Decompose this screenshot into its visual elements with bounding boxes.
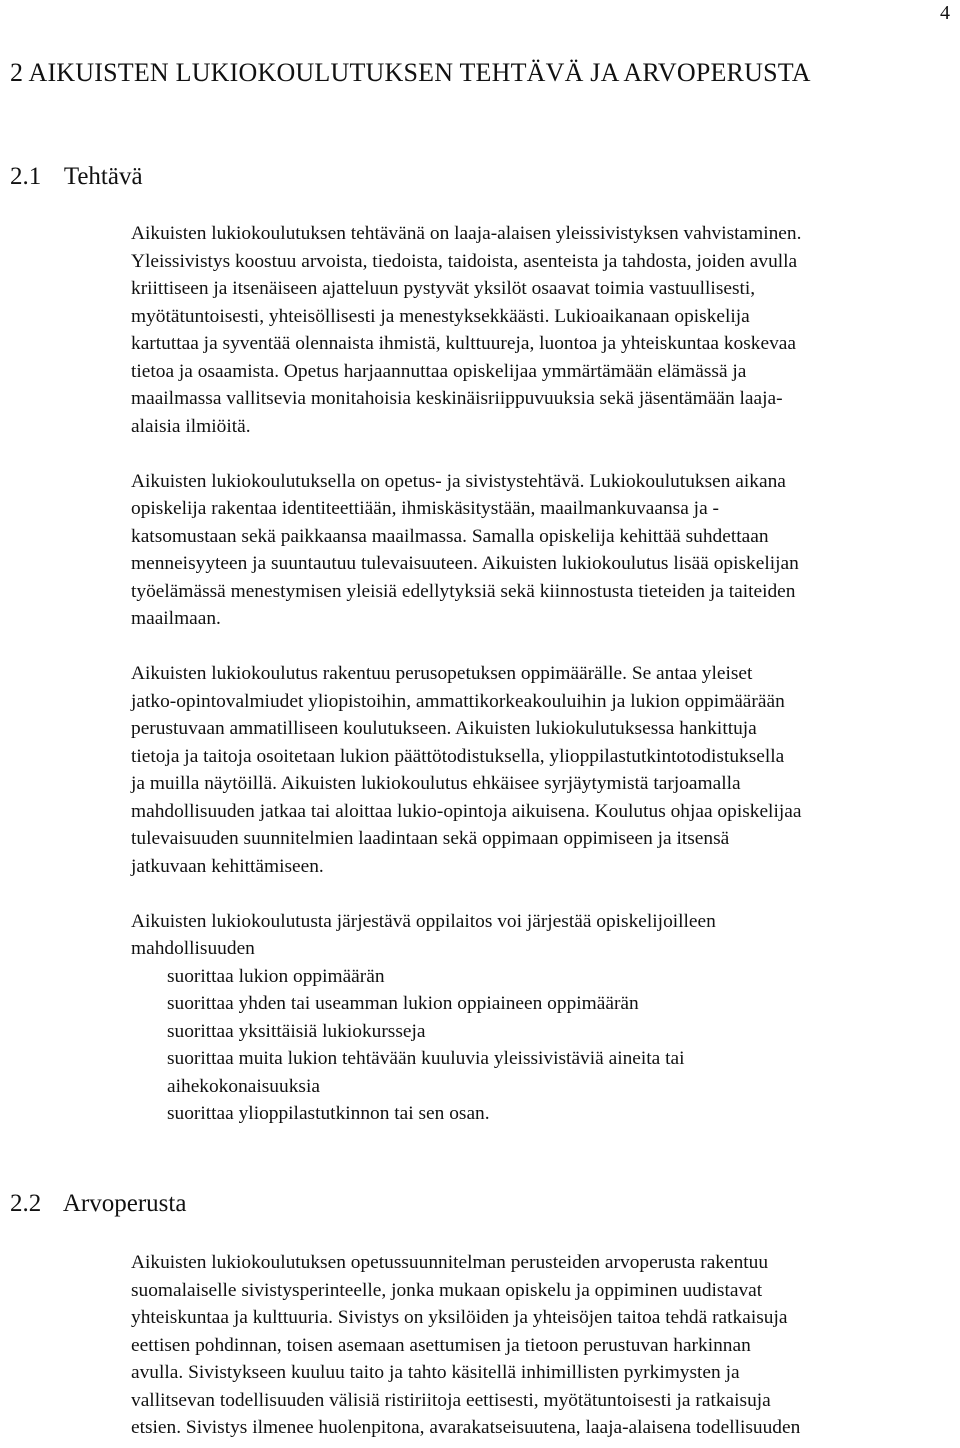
- chapter-title: 2 AIKUISTEN LUKIOKOULUTUKSEN TEHTÄVÄ JA ARVOPERUSTA: [10, 58, 811, 87]
- text-line: Aikuisten lukiokoulutus rakentuu perusopetuksen oppimäärälle. Se antaa yleiset: [131, 663, 753, 684]
- text-line: etsien. Sivistys ilmenee huolenpitona, avarakatseisuutena, laaja-alaisena todellisuuden: [131, 1417, 801, 1438]
- text-line: vallitsevan todellisuuden välisiä ristiriitoja eettisesti, myötätuntoisesti ja ratkaisuja: [131, 1389, 771, 1411]
- text-line: avulla. Sivistykseen kuuluu taito ja tahto käsitellä inhimillisten pyrkimysten ja: [131, 1362, 740, 1383]
- section-heading-values: [10, 1190, 186, 1218]
- text-line: tietoa ja osaamista. Opetus harjaannuttaa opiskelijaa ymmärtämään elämässä ja: [131, 360, 747, 382]
- text-line: kartuttaa ja syventää olennaista ihmistä, kulttuureja, luontoa ja yhteiskuntaa koskevaa: [131, 333, 797, 354]
- list-item-text: suorittaa yksittäisiä lukiokursseja: [167, 1020, 426, 1042]
- text-line: suomalaiselle sivistysperinteelle, jonka mukaan opiskelu ja oppiminen uudistavat: [131, 1279, 763, 1301]
- section-title: Tehtävä: [63, 163, 143, 190]
- section-task-body: [131, 220, 960, 1128]
- text-line: jatko-opintovalmiudet yliopistoihin, ammattikorkeakouluihin ja lukion oppimäärään: [131, 690, 785, 712]
- paragraph: [131, 468, 960, 633]
- text-line: Yleissivistys koostuu arvoista, tiedoista, taidoista, asenteista ja tahdosta, joiden avulla: [131, 250, 798, 272]
- text-line: työelämässä menestymisen yleisiä edellytyksiä sekä kiinnostusta tieteiden ja taiteiden: [131, 580, 796, 602]
- text-line: kriittiseen ja itsenäiseen ajatteluun pystyvät yksilöt osaavat toimia vastuullisesti,: [131, 278, 756, 299]
- paragraph: [131, 220, 960, 440]
- list-item: [131, 1100, 960, 1128]
- paragraph: [131, 908, 960, 963]
- paragraph: [131, 660, 960, 880]
- text-line: yhteiskuntaa ja kulttuuria. Sivistys on yksilöiden ja yhteisöjen taitoa tehdä ratkaisuja: [131, 1307, 788, 1328]
- text-line: maailmassa vallitsevia monitahoisia keskinäisriippuvuuksia sekä jäsentämään laaja-: [131, 388, 783, 409]
- text-line: katsomustaan sekä paikkaansa maailmassa. Samalla opiskelija kehittää suhdettaan: [131, 525, 769, 547]
- list-item-text: suorittaa muita lukion tehtävään kuuluvia yleissivistäviä aineita tai: [167, 1048, 685, 1069]
- text-line: Aikuisten lukiokoulutuksella on opetus- ja sivistystehtävä. Lukiokoulutuksen aikana: [131, 470, 786, 492]
- text-line: perustuvaan ammatilliseen koulutukseen. Aikuisten lukiokulutuksessa hankittuja: [131, 718, 757, 739]
- bullet-list: [131, 963, 960, 1128]
- text-line: mahdollisuuden jatkaa tai aloittaa lukio-opintoja aikuisena. Koulutus ohjaa opiskelijaa: [131, 800, 802, 822]
- section-number: 2.2: [10, 1190, 42, 1217]
- section-title: Arvoperusta: [62, 1190, 187, 1217]
- list-item-text: suorittaa lukion oppimäärän: [167, 965, 385, 987]
- section-heading-task: [10, 163, 143, 191]
- text-line: eettisen pohdinnan, toisen asemaan asettumisen ja tietoon perustuvan harkinnan: [131, 1334, 751, 1356]
- text-line: tietoja ja taitoja osoitetaan lukion päättötodistuksella, ylioppilastutkintotodistuksella: [131, 745, 785, 767]
- list-item: [131, 1045, 960, 1100]
- text-line: mahdollisuuden: [131, 938, 255, 959]
- section-number: 2.1: [10, 163, 42, 190]
- text-line: tulevaisuuden suunnitelmien laadintaan sekä oppimaan oppimiseen ja itsensä: [131, 828, 730, 849]
- list-item-text: suorittaa yhden tai useamman lukion oppiaineen oppimäärän: [167, 993, 639, 1014]
- text-line: Aikuisten lukiokoulutuksen tehtävänä on laaja-alaisen yleissivistyksen vahvistaminen.: [131, 223, 802, 244]
- list-item: [131, 1018, 960, 1046]
- text-line: Aikuisten lukiokoulutusta järjestävä oppilaitos voi järjestää opiskelijoilleen: [131, 910, 716, 932]
- text-line: jatkuvaan kehittämiseen.: [131, 855, 324, 877]
- list-item-text: aihekokonaisuuksia: [167, 1075, 320, 1097]
- list-item-text: suorittaa ylioppilastutkinnon tai sen osan.: [167, 1103, 490, 1124]
- text-line: menneisyyteen ja suuntautuu tulevaisuuteen. Aikuisten lukiokoulutus lisää opiskelijan: [131, 553, 799, 574]
- text-line: myötätuntoisesti, yhteisöllisesti ja menestyksekkäästi. Lukioaikanaan opiskelija: [131, 305, 750, 327]
- page-number: 4: [940, 2, 950, 24]
- list-item: [131, 990, 960, 1018]
- text-line: opiskelija rakentaa identiteettiään, ihmiskäsitystään, maailmankuvaansa ja -: [131, 498, 719, 519]
- text-line: Aikuisten lukiokoulutuksen opetussuunnitelman perusteiden arvoperusta rakentuu: [131, 1252, 769, 1273]
- list-item: [131, 963, 960, 991]
- section-values-body: [131, 1249, 960, 1442]
- text-line: alaisia ilmiöitä.: [131, 415, 251, 437]
- text-line: ja muilla näytöillä. Aikuisten lukiokoulutus ehkäisee syrjäytymistä tarjoamalla: [131, 773, 741, 794]
- text-line: maailmaan.: [131, 608, 221, 629]
- paragraph: [131, 1249, 960, 1442]
